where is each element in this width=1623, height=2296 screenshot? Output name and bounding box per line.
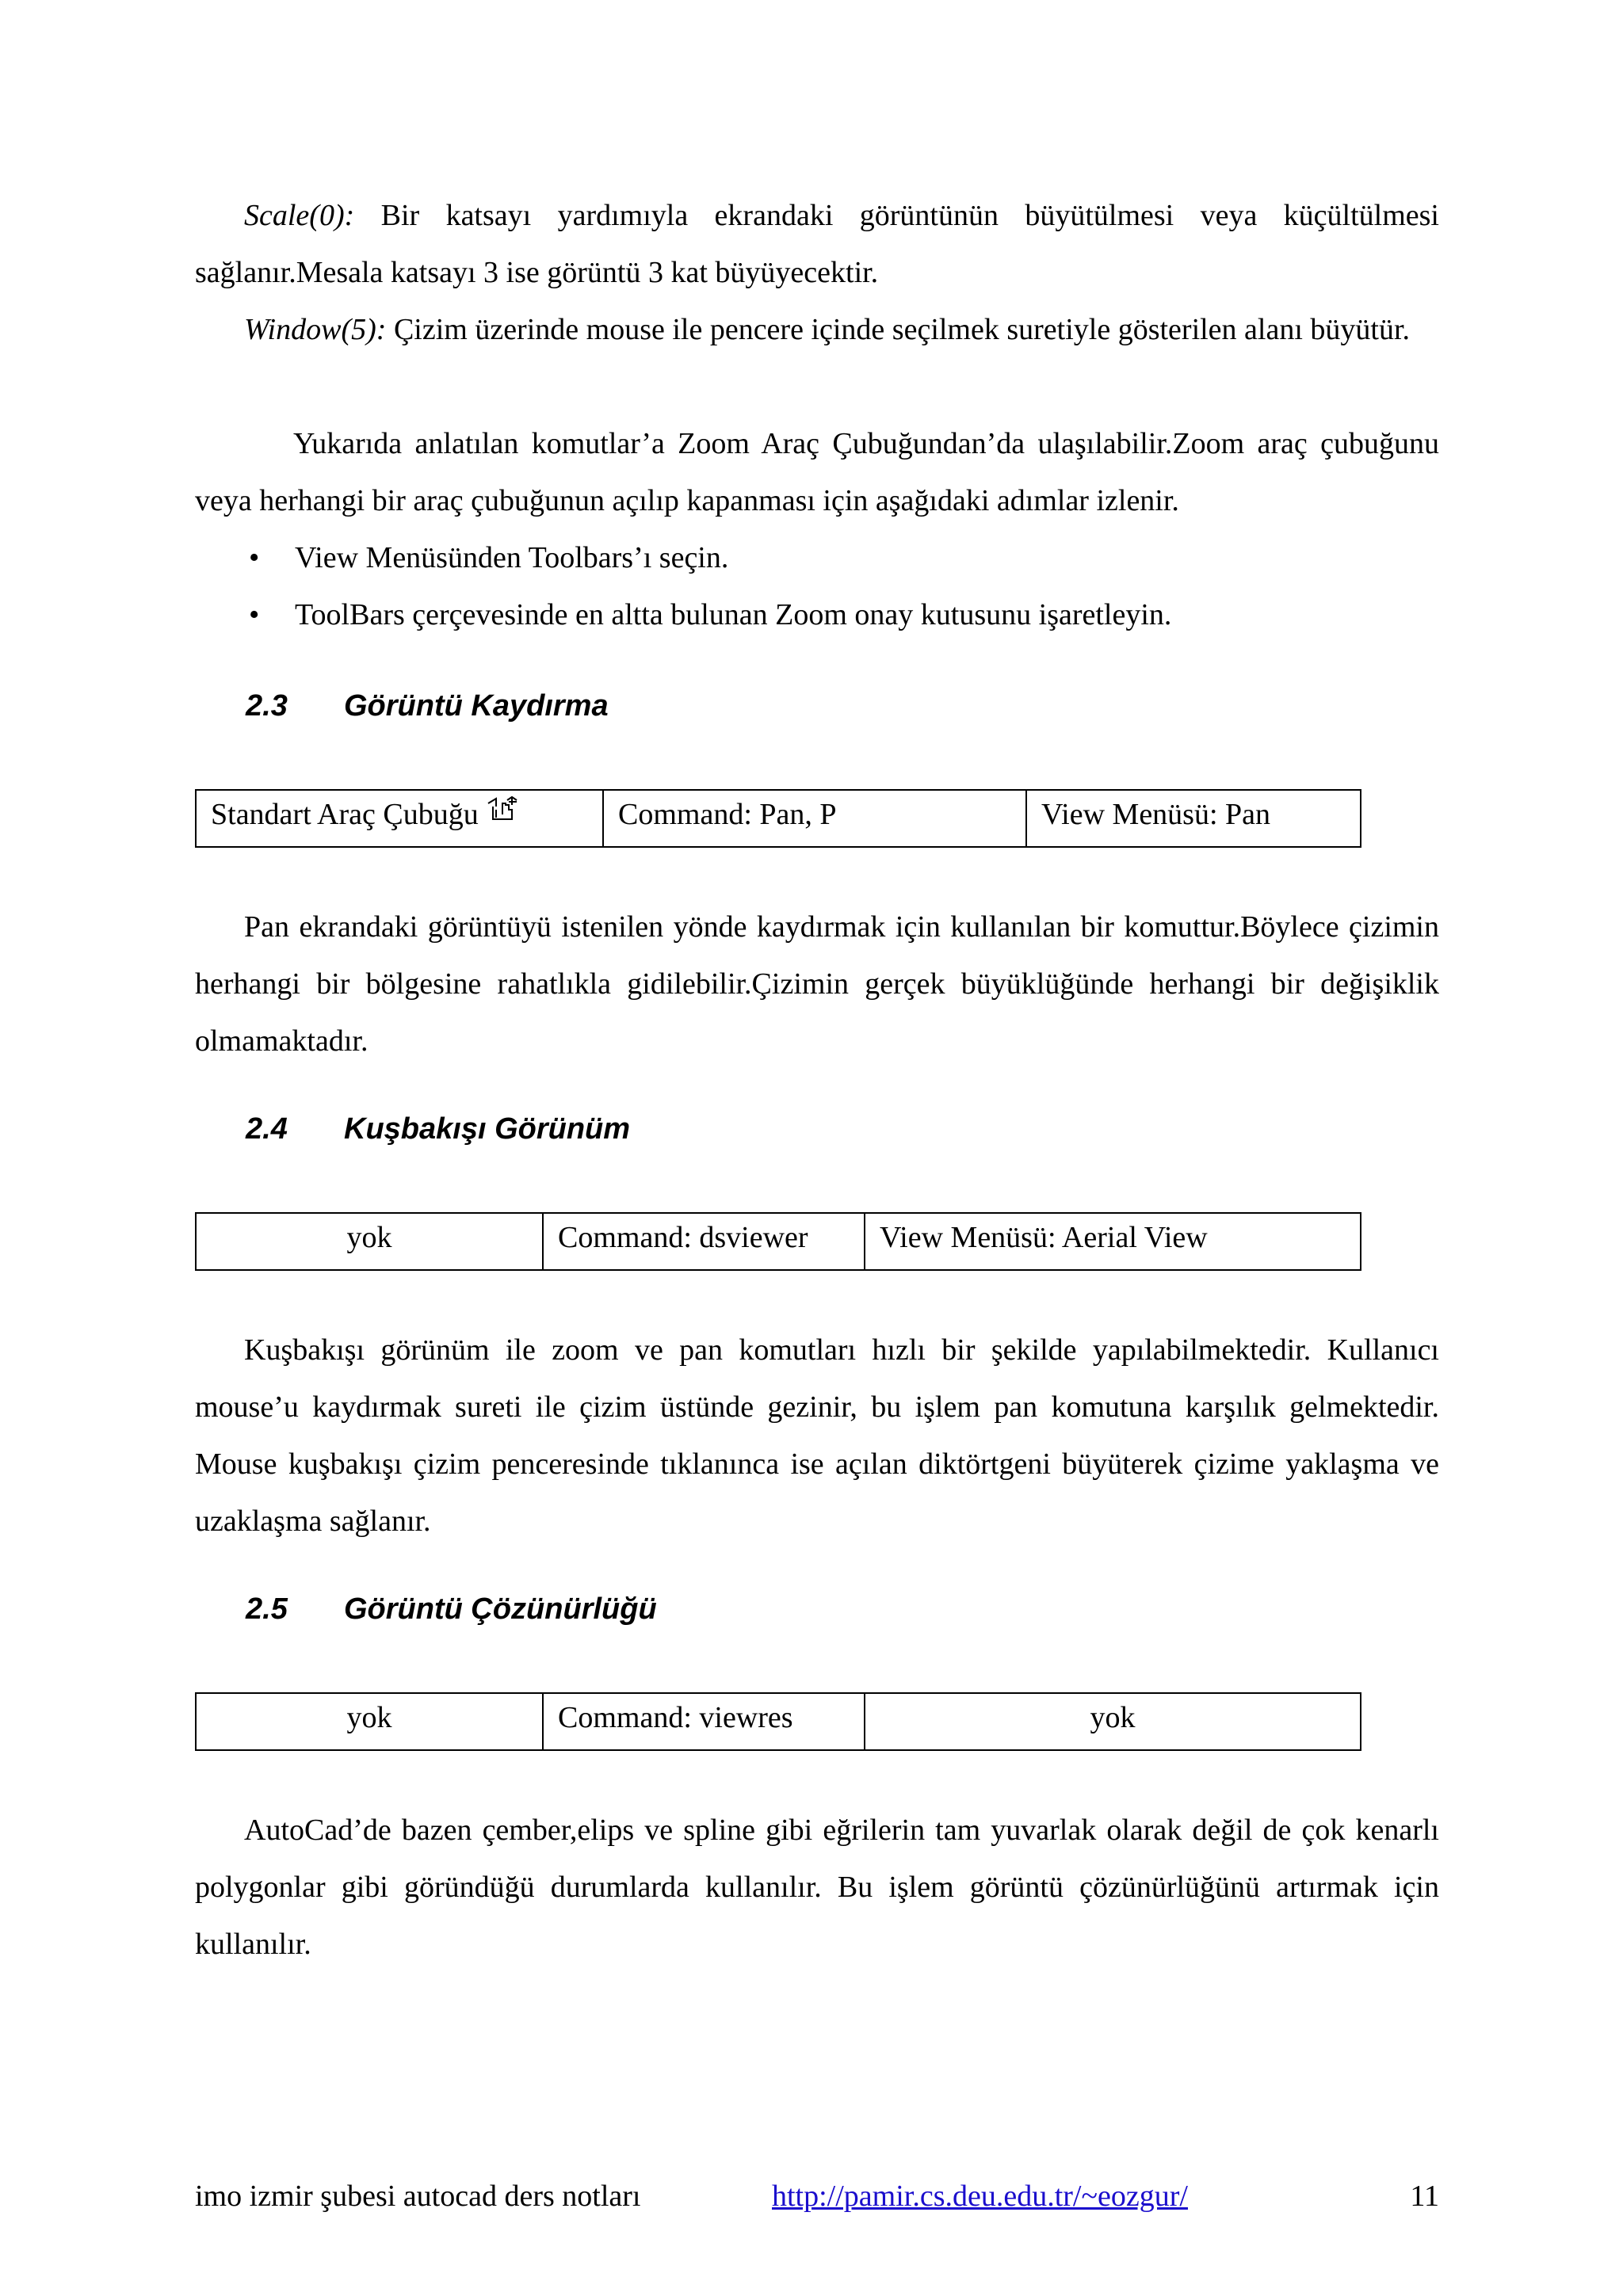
command-cell: Command: viewres [543, 1693, 865, 1750]
toolbar-cell: yok [196, 1213, 543, 1270]
list-item: • ToolBars çerçevesinde en altta bulunan Zoom onay kutusunu işaretleyin. [195, 586, 1439, 643]
window-paragraph [195, 301, 1439, 358]
window-term: Window(5): [244, 313, 387, 346]
bullet-icon: • [249, 541, 260, 574]
command-table-pan [195, 789, 1361, 848]
pan-paragraph: Pan ekrandaki görüntüyü istenilen yönde kaydırmak için kullanılan bir komuttur.Böylece çizimin herhangi bir bölgesine rahatlıkla gidilebilir.Çizimin gerçek büyüklüğünde herhangi bir değişiklik olmamaktadır. [195, 910, 1439, 1058]
page-number: 11 [1410, 2180, 1439, 2213]
toolbar-cell: Standart Araç Çubuğu [196, 790, 603, 847]
list-item: • View Menüsünden Toolbars’ı seçin. [195, 529, 1439, 586]
section-heading-2-4: 2.4 Kuşbakışı Görünüm [246, 1112, 631, 1146]
zoom-toolbar-paragraph: Yukarıda anlatılan komutlar’a Zoom Araç Çubuğundan’da ulaşılabilir.Zoom araç çubuğunu veya herhangi bir araç çubuğunun açılıp kapanması için aşağıdaki adımlar izlenir. [195, 427, 1439, 517]
scale-term: Scale(0): [244, 199, 355, 232]
command-cell: Command: dsviewer [543, 1213, 865, 1270]
section-heading-2-5: 2.5 Görüntü Çözünürlüğü [246, 1592, 657, 1626]
scale-text: Bir katsayı yardımıyla ekrandaki görüntünün büyütülmesi veya küçültülmesi sağlanır.Mesala katsayı 3 ise görüntü 3 kat büyüyecektir. [195, 199, 1439, 289]
aerial-paragraph: Kuşbakışı görünüm ile zoom ve pan komutları hızlı bir şekilde yapılabilmektedir. Kullanıcı mouse’u kaydırmak sureti ile çizim üstünde gezinir, bu işlem pan komutuna karşılık gelmektedir. Mouse kuşbakışı çizim penceresinde tıklanınca ise açılan diktörtgeni büyüterek çizime yaklaşma ve uzaklaşma sağlanır. [195, 1333, 1439, 1538]
footer-link[interactable]: http://pamir.cs.deu.edu.tr/~eozgur/ [772, 2180, 1188, 2213]
section-heading-2-3: 2.3 Görüntü Kaydırma [246, 689, 609, 723]
toolbar-cell: yok [196, 1693, 543, 1750]
window-text: Çizim üzerinde mouse ile pencere içinde seçilmek suretiyle gösterilen alanı büyütür. [386, 313, 1411, 346]
scale-paragraph [195, 187, 1439, 301]
steps-list [195, 529, 1439, 643]
viewres-paragraph: AutoCad’de bazen çember,elips ve spline gibi eğrilerin tam yuvarlak olarak değil de çok kenarlı polygonlar gibi göründüğü durumlarda kullanılır. Bu işlem görüntü çözünürlüğünü artırmak için kullanılır. [195, 1814, 1439, 1961]
bullet-icon: • [249, 598, 260, 631]
page-footer [195, 2172, 1439, 2220]
footer-course-title: imo izmir şubesi autocad ders notları [195, 2180, 641, 2213]
command-table-dsviewer [195, 1212, 1361, 1271]
pan-hand-icon [485, 794, 520, 826]
menu-cell: View Menüsü: Pan [1026, 790, 1361, 847]
command-table-viewres [195, 1692, 1361, 1751]
command-cell: Command: Pan, P [603, 790, 1026, 847]
menu-cell: yok [865, 1693, 1361, 1750]
menu-cell: View Menüsü: Aerial View [865, 1213, 1361, 1270]
